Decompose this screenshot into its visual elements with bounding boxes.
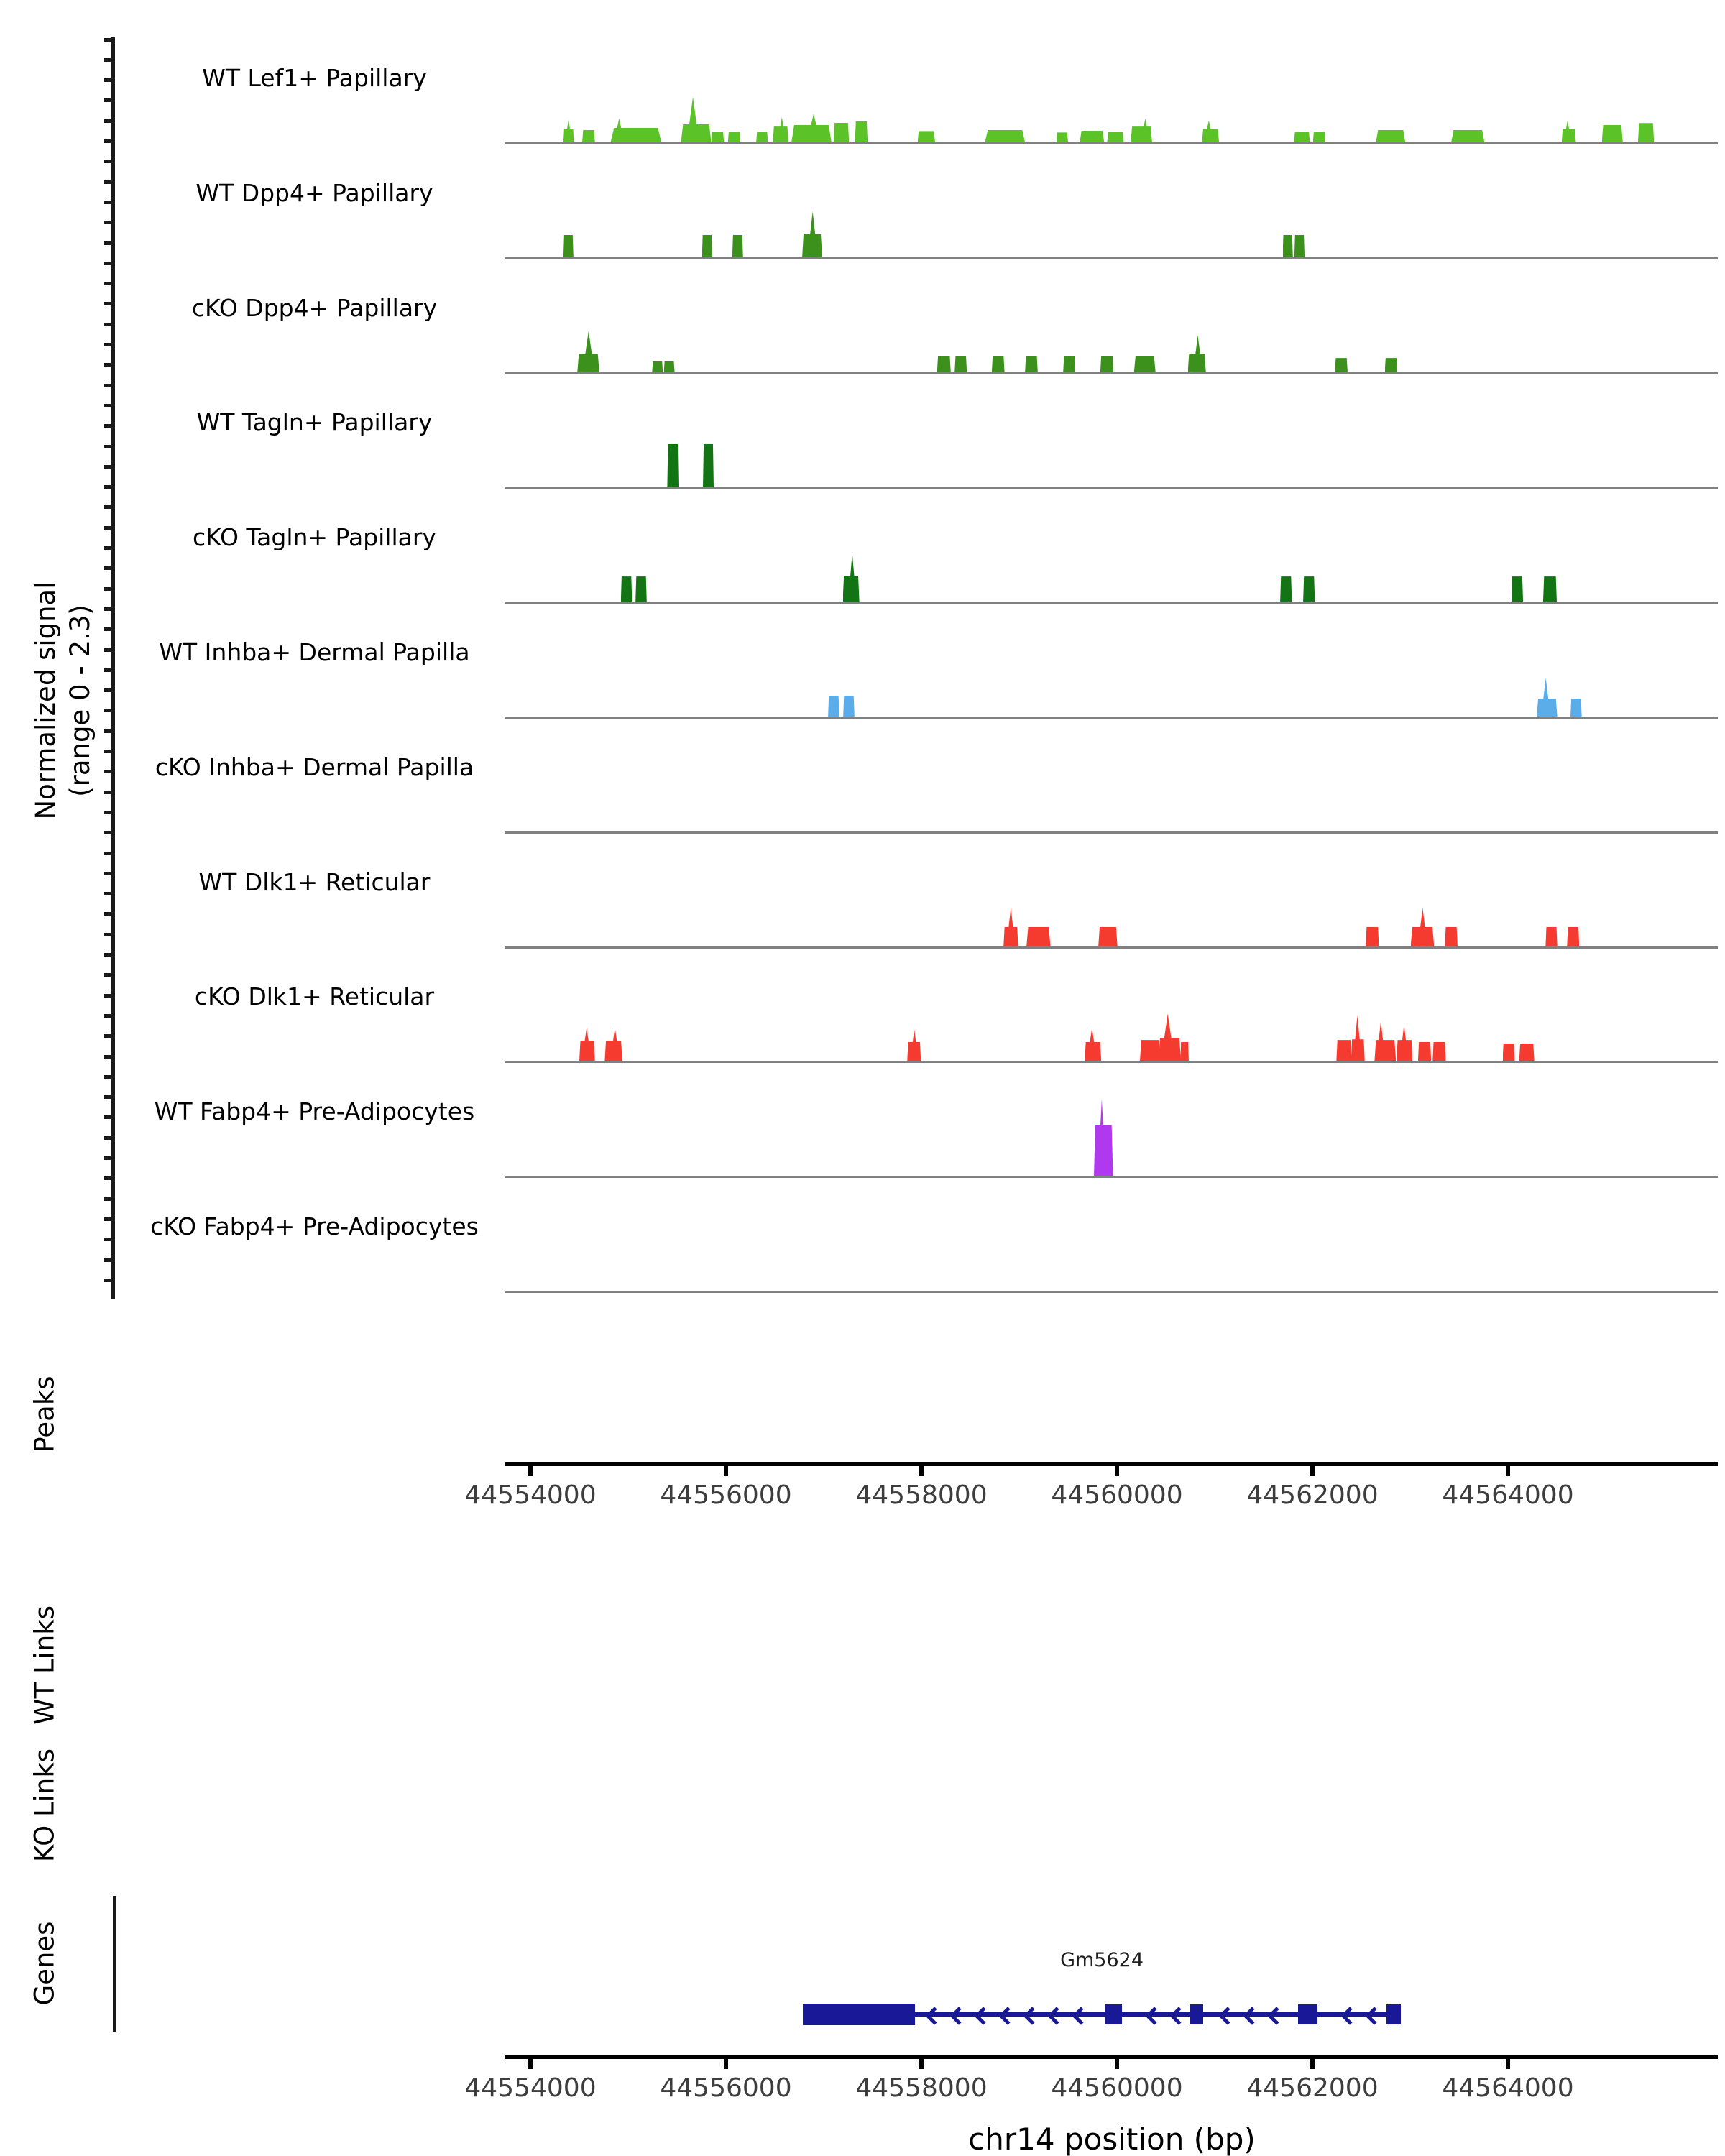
axis-tick-label: 44558000 xyxy=(855,2073,988,2103)
signal-peak xyxy=(582,130,595,142)
y-axis-tick xyxy=(104,119,113,123)
axis-tick-label: 44564000 xyxy=(1442,1480,1574,1510)
y-axis-tick xyxy=(104,384,113,387)
y-axis-tick xyxy=(104,1075,113,1079)
signal-peak xyxy=(937,356,951,372)
signal-peak xyxy=(1366,927,1379,946)
y-axis-label-line2: (range 0 - 2.3) xyxy=(65,604,96,797)
axis-tick-label: 44560000 xyxy=(1051,2073,1183,2103)
y-axis-tick xyxy=(104,953,113,957)
section-label-ko-links: KO Links xyxy=(29,1748,60,1863)
x-axis-label: chr14 position (bp) xyxy=(968,2122,1256,2156)
signal-peak xyxy=(1026,927,1050,946)
signal-peak xyxy=(1543,576,1557,602)
y-axis-tick xyxy=(104,607,113,611)
track-label: WT Fabp4+ Pre-Adipocytes xyxy=(154,1097,475,1126)
gene-exon-box xyxy=(1105,2004,1122,2024)
y-axis-tick xyxy=(104,282,113,285)
y-axis-tick xyxy=(104,262,113,265)
y-axis-tick xyxy=(104,485,113,489)
genomic-position-axis-line xyxy=(505,2055,1718,2059)
track-label: cKO Fabp4+ Pre-Adipocytes xyxy=(150,1212,479,1240)
signal-peak xyxy=(1313,132,1326,142)
genes-y-axis-line xyxy=(113,1896,116,2032)
track-baseline xyxy=(505,602,1718,604)
y-axis-tick xyxy=(104,221,113,224)
y-axis-tick xyxy=(104,58,113,62)
strand-arrow-icon xyxy=(1047,2007,1065,2024)
axis-tick xyxy=(528,2059,533,2069)
track-baseline xyxy=(505,946,1718,949)
signal-peak xyxy=(1602,125,1623,142)
track-label: WT Lef1+ Papillary xyxy=(202,64,427,92)
track-label: cKO Dlk1+ Reticular xyxy=(194,982,435,1011)
axis-tick-label: 44556000 xyxy=(660,2073,792,2103)
y-axis-tick xyxy=(104,363,113,367)
axis-tick xyxy=(1115,1466,1119,1476)
signal-peak xyxy=(843,696,855,717)
signal-peak xyxy=(1418,1042,1431,1061)
gene-exon-box xyxy=(1386,2004,1401,2024)
y-axis-tick xyxy=(104,1034,113,1038)
track-label: cKO Tagln+ Papillary xyxy=(193,523,436,552)
signal-peak xyxy=(1100,356,1113,372)
signal-peak xyxy=(1335,358,1348,372)
signal-peak xyxy=(687,97,699,142)
axis-tick xyxy=(1310,1466,1315,1476)
y-axis-tick xyxy=(104,1258,113,1262)
track-label: cKO Inhba+ Dermal Papilla xyxy=(155,752,474,781)
y-axis-tick xyxy=(104,404,113,407)
axis-tick-label: 44554000 xyxy=(464,1480,597,1510)
signal-peak xyxy=(1193,335,1202,372)
signal-peak xyxy=(1025,356,1038,372)
signal-peak xyxy=(1445,927,1458,946)
y-axis-tick xyxy=(104,1197,113,1201)
signal-peak xyxy=(712,132,724,142)
strand-arrow-icon xyxy=(1023,2007,1041,2024)
signal-peak xyxy=(1567,927,1579,946)
signal-peak xyxy=(992,356,1005,372)
signal-peak xyxy=(1283,235,1293,257)
gene-thick-exon-box xyxy=(803,2004,915,2025)
signal-peak xyxy=(1376,130,1405,142)
strand-arrow-icon xyxy=(1145,2007,1163,2024)
signal-peak xyxy=(664,361,675,372)
strand-arrow-icon xyxy=(1267,2007,1285,2024)
y-axis-tick xyxy=(104,973,113,977)
y-axis-tick xyxy=(104,505,113,509)
strand-arrow-icon xyxy=(1340,2007,1358,2024)
signal-peak xyxy=(621,576,632,602)
axis-tick xyxy=(919,1466,924,1476)
track-baseline xyxy=(505,1061,1718,1063)
track-baseline xyxy=(505,831,1718,834)
axis-tick xyxy=(528,1466,533,1476)
track-baseline xyxy=(505,1176,1718,1178)
signal-peak xyxy=(1134,356,1156,372)
y-axis-tick xyxy=(104,465,113,469)
y-axis-tick xyxy=(104,688,113,692)
track-baseline xyxy=(505,142,1718,144)
signal-peak xyxy=(1519,1044,1535,1061)
track-label: WT Dlk1+ Reticular xyxy=(198,867,431,896)
track-baseline xyxy=(505,717,1718,719)
peaks-axis-line xyxy=(505,1462,1718,1466)
signal-peak xyxy=(1140,1040,1161,1061)
track-label: WT Dpp4+ Papillary xyxy=(196,178,433,207)
y-axis-tick xyxy=(104,852,113,855)
axis-tick-label: 44562000 xyxy=(1246,1480,1379,1510)
signal-peak xyxy=(828,696,840,717)
axis-tick xyxy=(724,2059,728,2069)
y-axis-tick xyxy=(104,668,113,672)
y-axis-label xyxy=(29,581,98,819)
axis-tick xyxy=(1310,2059,1315,2069)
signal-peak xyxy=(1057,132,1068,142)
gene-exon-box xyxy=(1190,2004,1204,2024)
gene-name-label: Gm5624 xyxy=(1060,1949,1144,1971)
signal-peak xyxy=(1353,1015,1361,1061)
y-axis-tick xyxy=(104,1014,113,1018)
gene-exon-box xyxy=(1298,2004,1317,2024)
signal-peak xyxy=(1545,927,1557,946)
signal-peak xyxy=(1336,1040,1351,1061)
axis-tick xyxy=(1115,2059,1119,2069)
y-axis-tick xyxy=(104,627,113,631)
y-axis-tick xyxy=(104,160,113,163)
y-axis-tick xyxy=(104,445,113,448)
signal-peak xyxy=(1161,1014,1174,1061)
y-axis-tick xyxy=(104,38,113,42)
strand-arrow-icon xyxy=(1218,2007,1236,2024)
axis-tick xyxy=(1506,1466,1510,1476)
signal-peak xyxy=(918,131,935,142)
signal-peak xyxy=(1280,576,1292,602)
track-baseline xyxy=(505,257,1718,259)
track-label: WT Inhba+ Dermal Papilla xyxy=(159,638,470,666)
y-axis-tick xyxy=(104,587,113,591)
track-baseline xyxy=(505,487,1718,489)
signal-peak xyxy=(954,356,967,372)
signal-peak xyxy=(1570,699,1582,717)
signal-peak xyxy=(728,132,741,142)
axis-tick xyxy=(919,2059,924,2069)
signal-peak xyxy=(563,235,574,257)
y-axis-tick xyxy=(104,566,113,570)
signal-peak xyxy=(667,444,678,487)
axis-tick-label: 44554000 xyxy=(464,2073,597,2103)
axis-tick-label: 44564000 xyxy=(1442,2073,1574,2103)
signal-peak xyxy=(1385,358,1398,372)
y-axis-tick xyxy=(104,1055,113,1059)
signal-peak xyxy=(635,576,647,602)
axis-tick-label: 44558000 xyxy=(855,1480,988,1510)
strand-arrow-icon xyxy=(1365,2007,1383,2024)
section-label-wt-links: WT Links xyxy=(29,1606,60,1725)
signal-peak xyxy=(1432,1042,1445,1061)
y-axis-tick xyxy=(104,1176,113,1180)
track-label: WT Tagln+ Papillary xyxy=(196,408,433,437)
y-axis-tick xyxy=(104,343,113,346)
signal-peak xyxy=(732,235,743,257)
axis-tick xyxy=(724,1466,728,1476)
track-baseline xyxy=(505,1291,1718,1293)
signal-peak xyxy=(1294,235,1305,257)
y-axis-tick xyxy=(104,1136,113,1140)
signal-peak xyxy=(1541,678,1550,717)
signal-peak xyxy=(1098,927,1118,946)
strand-arrow-icon xyxy=(949,2007,967,2024)
signal-peak xyxy=(834,123,850,142)
y-axis-tick xyxy=(104,139,113,143)
y-axis-tick xyxy=(104,831,113,834)
signal-peak xyxy=(855,121,868,142)
section-label-peaks: Peaks xyxy=(29,1376,60,1453)
strand-arrow-icon xyxy=(1072,2007,1090,2024)
signal-peak xyxy=(1107,132,1123,142)
y-axis-tick xyxy=(104,933,113,936)
signal-peak xyxy=(703,444,714,487)
y-axis-tick xyxy=(104,1156,113,1160)
y-axis-tick xyxy=(104,323,113,326)
strand-arrow-icon xyxy=(1169,2007,1187,2024)
axis-tick-label: 44560000 xyxy=(1051,1480,1183,1510)
track-label: cKO Dpp4+ Papillary xyxy=(191,293,438,322)
signal-peak xyxy=(1294,132,1310,142)
y-axis-tick xyxy=(104,1279,113,1282)
y-axis-tick xyxy=(104,791,113,794)
track-baseline xyxy=(505,372,1718,374)
strand-arrow-icon xyxy=(974,2007,992,2024)
signal-peak xyxy=(985,130,1025,142)
signal-peak xyxy=(1451,130,1484,142)
y-axis-tick xyxy=(104,241,113,245)
signal-peak xyxy=(1503,1044,1515,1061)
signal-peak xyxy=(1063,356,1075,372)
strand-arrow-icon xyxy=(998,2007,1016,2024)
signal-peak xyxy=(1303,576,1315,602)
signal-peak xyxy=(1638,123,1654,142)
y-axis-label-line1: Normalized signal xyxy=(30,581,61,820)
y-axis-tick xyxy=(104,912,113,916)
signal-peak xyxy=(702,235,712,257)
y-axis-tick xyxy=(104,98,113,102)
signal-peak xyxy=(1512,576,1523,602)
y-axis-tick xyxy=(104,709,113,712)
axis-tick-label: 44556000 xyxy=(660,1480,792,1510)
section-label-genes: Genes xyxy=(29,1921,60,2006)
strand-arrow-icon xyxy=(925,2007,943,2024)
signal-peak xyxy=(1080,131,1104,142)
y-axis-tick xyxy=(104,811,113,814)
signal-peak xyxy=(756,132,768,142)
signal-peak xyxy=(1180,1042,1189,1061)
axis-tick-label: 44562000 xyxy=(1246,2073,1379,2103)
strand-arrow-icon xyxy=(1243,2007,1261,2024)
signal-peak xyxy=(652,361,663,372)
signal-peak xyxy=(583,331,594,372)
y-axis-tick xyxy=(104,729,113,733)
axis-tick xyxy=(1506,2059,1510,2069)
